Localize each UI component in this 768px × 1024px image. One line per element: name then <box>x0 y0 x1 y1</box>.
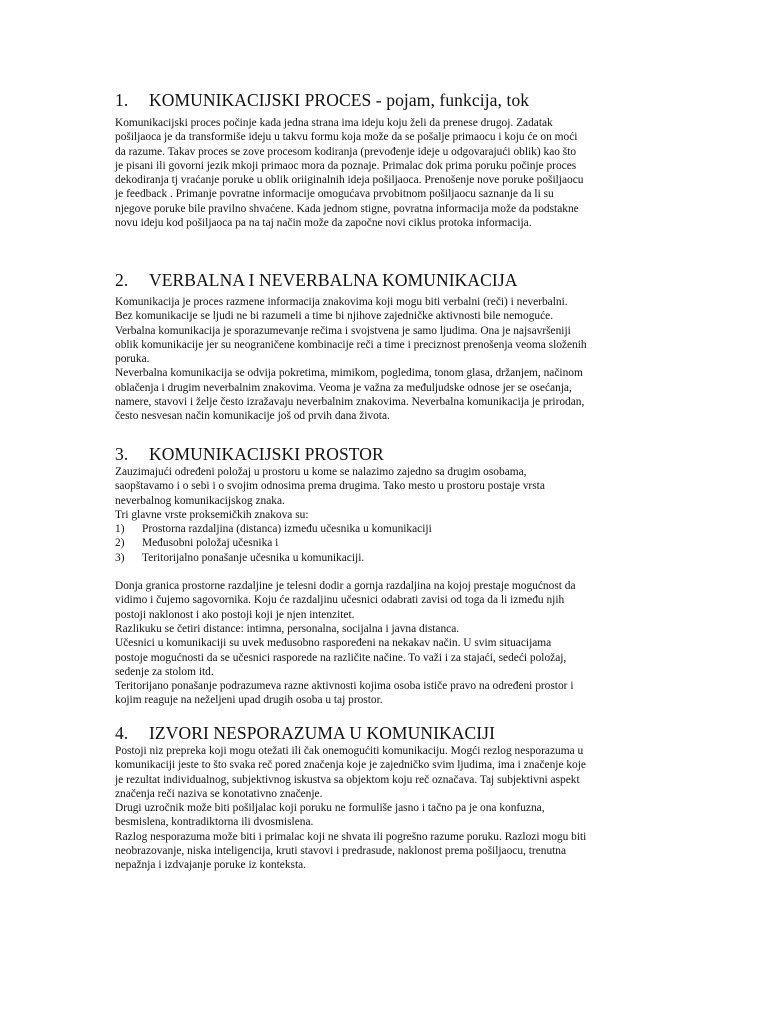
section-title: KOMUNIKACIJSKI PROCES - pojam, funkcija, tok <box>149 90 530 110</box>
list-item-text: Prostorna razdaljina (distanca) između učesnika u komunikaciji <box>142 523 432 536</box>
text-line: Neverbalna komunikacija se odvija pokretima, mimikom, pogledima, tonom glasa, držanjem, načinom <box>115 367 583 380</box>
text-line: Teritorijano ponašanje podrazumeva razne aktivnosti kojima osoba ističe pravo na određeni prostor i <box>115 680 574 693</box>
text-line: nepažnja i izdvajanje poruke iz konteksta. <box>115 859 307 872</box>
text-line: neverbalnog komunikacijskog znaka. <box>115 494 285 507</box>
text-line: namere, stavovi i želje često izražavaju neverbalnim znakovima. Neverbalna komunikacija je prirodan, <box>115 396 585 409</box>
text-line: Bez komunikacije se ljudi ne bi razumeli a time bi njihove zajedničke aktivnosti bile nemoguće. <box>115 310 554 323</box>
text-line: besmislena, kontradiktorna ili dvosmislena. <box>115 816 314 829</box>
text-line: Razlikuku se četiri distance: intimna, personalna, socijalna i javna distanca. <box>115 622 460 635</box>
list-item-text: Teritorijalno ponašanje učesnika u komunikaciji. <box>142 551 365 564</box>
text-line: Postoji niz prepreka koji mogu otežati ili čak onemogućiti komunikaciju. Mogći rezlog nesporazuma u <box>115 745 584 757</box>
text-line: Zauzimajući određeni položaj u prostoru u kome se nalazimo zajedno sa drugim osobama, <box>115 466 527 478</box>
section-number: 1. <box>115 90 129 110</box>
section-2 <box>115 269 655 424</box>
text-line: dekodiranja tj vraćanje poruke u oblik oriiginalnih ideja pošiljaoca. Prenošenje nove poruke pošiljaocu <box>115 174 584 187</box>
list-item-number: 1) <box>115 523 125 536</box>
section-number: 2. <box>115 270 129 290</box>
text-line: je pisani ili govorni jezik mkoji primaoc mora da poznaje. Primalac dok prima poruku počinje proces <box>115 159 577 172</box>
text-line: pošiljaoca je da transformiše ideju u takvu formu koja može da se pošalje primaocu i koju će on moći <box>115 131 578 144</box>
text-line: njegove poruke bile pravilno shvaćene. Kada jednom stigne, povratna informacija može da podstakne <box>115 202 579 215</box>
text-line: saopštavamo i o sebi i o svojim odnosima prema drugima. Tako mesto u prostoru postaje vrsta <box>115 480 545 493</box>
section-body <box>115 744 655 873</box>
section-number: 3. <box>115 444 129 464</box>
section-heading <box>115 269 655 291</box>
text-line: Komunikacija je proces razmene informacija znakovima koji mogu biti verbalni (reči) i neverbalni. <box>115 296 568 308</box>
section-title: KOMUNIKACIJSKI PROSTOR <box>149 444 384 464</box>
list-item <box>115 551 655 565</box>
text-line: postoji naklonost i ako postoji koji je njen intenzitet. <box>115 608 355 621</box>
text-line: Verbalna komunikacija je sporazumevanje rečima i svojstvena je samo ljudima. Ona je najsavršeniji <box>115 324 571 337</box>
text-line: oblik komunikacije jer su neograničene kombinacije reči a time i preciznost prenošenja veoma složenih <box>115 338 587 351</box>
section-body <box>115 465 655 708</box>
text-line: sedenje za stolom itd. <box>115 665 214 678</box>
text-line: kojim reaguje na neželjeni upad drugih osoba u taj prostor. <box>115 694 383 707</box>
text-line: komunikaciji jeste to što svaka reč pored značenja koje je zajedničko svim ljudima, ima i značenje koje <box>115 759 586 772</box>
text-line: Komunikacijski proces počinje kada jedna strana ima ideju koju želi da prenese drugoj. Zadatak <box>115 117 553 129</box>
text-line: postoje mogućnosti da se učesnici rasporede na različite načine. To važi i za stajaći, sedeći položaj, <box>115 651 567 664</box>
section-3 <box>115 443 655 708</box>
section-4 <box>115 722 655 873</box>
section-number: 4. <box>115 723 129 743</box>
section-1 <box>115 89 655 230</box>
text-line: poruka. <box>115 353 150 366</box>
text-line: da razume. Takav proces se zove procesom kodiranja (prevođenje ideje u odgovarajući oblik) kao što <box>115 145 577 158</box>
list-item <box>115 522 655 536</box>
text-line: Učesnici u komunikaciji su uvek međusobno raspoređeni na nekakav način. U svim situacijama <box>115 637 552 650</box>
text-line: oblačenja i drugim neverbalnim znakovima. Veoma je važna za međuljudske odnose jer se osećanja, <box>115 381 572 394</box>
section-title: IZVORI NESPORAZUMA U KOMUNIKACIJI <box>149 723 496 743</box>
text-line: Razlog nesporazuma može biti i primalac koji ne shvata ili pogrešno razume poruku. Razlozi mogu biti <box>115 830 587 843</box>
text-line: vidimo i čujemo sagovornika. Koju će razdaljinu učesnici odabrati zavisi od toga da li između njih <box>115 594 565 607</box>
text-line: neobrazovanje, niska inteligencija, kruti stavovi i predrasude, naklonost prema pošiljaocu, trenutna <box>115 845 567 858</box>
text-line: često nesvesan način komunikacije još od prvih dana života. <box>115 410 390 423</box>
section-heading <box>115 722 655 744</box>
section-body <box>115 295 655 424</box>
text-line: Donja granica prostorne razdaljine je telesni dodir a gornja razdaljina na kojoj prestaje mogućnost da <box>115 580 576 593</box>
section-heading <box>115 443 655 465</box>
text-line: Drugi uzročnik može biti pošiljalac koji poruku ne formuliše jasno i tačno pa je ona konfuzna, <box>115 802 545 815</box>
list-item-number: 2) <box>115 537 125 550</box>
section-title: VERBALNA I NEVERBALNA KOMUNIKACIJA <box>149 270 518 290</box>
list-item <box>115 536 655 550</box>
text-line: novu ideju kod pošiljaoca pa na taj način može da započne novi ciklus protoka informacija. <box>115 217 532 230</box>
section-heading <box>115 89 655 111</box>
list-item-number: 3) <box>115 551 125 564</box>
blank-line <box>115 565 655 579</box>
text-line: je feedback . Primanje povratne informacije omogućava prvobitnom pošiljaocu saznanje da li su <box>115 188 554 201</box>
text-line: Tri glavne vrste proksemičkih znakova su: <box>115 508 309 521</box>
section-body <box>115 116 655 230</box>
text-line: značenja reči naziva se konotativno značenje. <box>115 787 323 800</box>
text-line: je rezultat individualnog, subjektivnog iskustva sa objektom koju reč označava. Taj subjektivni aspekt <box>115 773 580 786</box>
proxemic-list <box>115 522 655 565</box>
list-item-text: Međusobni položaj učesnika i <box>142 537 279 550</box>
